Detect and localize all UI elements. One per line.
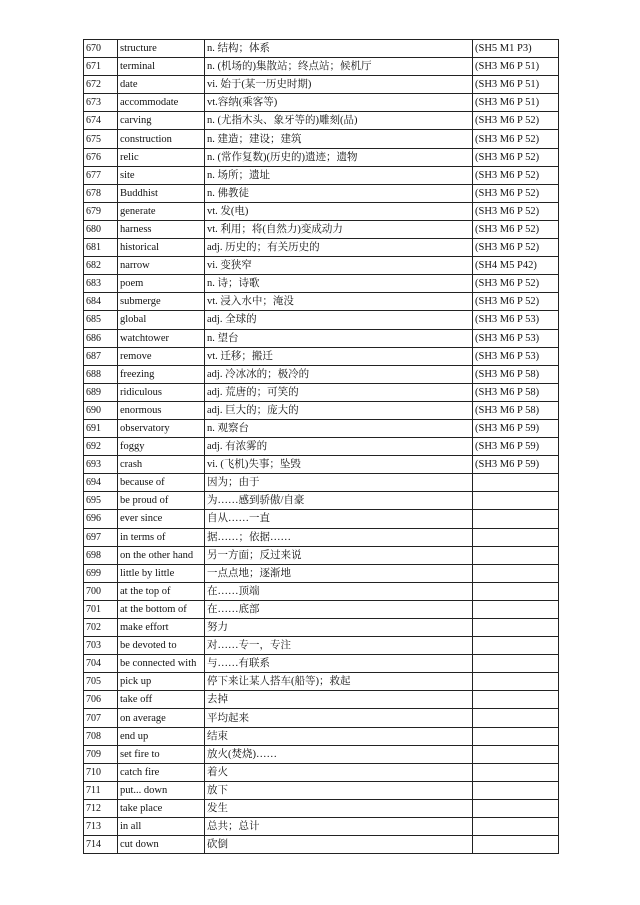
entry-number: 670 xyxy=(84,40,118,58)
entry-source xyxy=(473,763,559,781)
entry-word: end up xyxy=(118,727,205,745)
entry-meaning: adj. 荒唐的；可笑的 xyxy=(205,383,473,401)
entry-meaning: 自从……一直 xyxy=(205,510,473,528)
entry-source xyxy=(473,528,559,546)
entry-word: poem xyxy=(118,275,205,293)
entry-number: 711 xyxy=(84,781,118,799)
table-row xyxy=(84,836,559,854)
entry-meaning: adj. 冷冰冰的；极冷的 xyxy=(205,365,473,383)
entry-source xyxy=(473,818,559,836)
entry-number: 708 xyxy=(84,727,118,745)
entry-number: 696 xyxy=(84,510,118,528)
entry-word: terminal xyxy=(118,58,205,76)
entry-meaning: 另一方面；反过来说 xyxy=(205,546,473,564)
entry-number: 710 xyxy=(84,763,118,781)
entry-word: relic xyxy=(118,148,205,166)
entry-number: 694 xyxy=(84,474,118,492)
entry-source: (SH3 M6 P 52) xyxy=(473,166,559,184)
entry-number: 697 xyxy=(84,528,118,546)
entry-word: cut down xyxy=(118,836,205,854)
table-row xyxy=(84,619,559,637)
entry-number: 671 xyxy=(84,58,118,76)
table-row xyxy=(84,220,559,238)
entry-source: (SH3 M6 P 58) xyxy=(473,401,559,419)
entry-number: 709 xyxy=(84,745,118,763)
entry-source: (SH3 M6 P 52) xyxy=(473,293,559,311)
entry-number: 699 xyxy=(84,564,118,582)
entry-meaning: n. (机场的)集散站；终点站；候机厅 xyxy=(205,58,473,76)
entry-number: 704 xyxy=(84,655,118,673)
entry-word: submerge xyxy=(118,293,205,311)
entry-source: (SH3 M6 P 52) xyxy=(473,112,559,130)
entry-source xyxy=(473,492,559,510)
entry-word: site xyxy=(118,166,205,184)
entry-number: 677 xyxy=(84,166,118,184)
entry-word: global xyxy=(118,311,205,329)
entry-word: watchtower xyxy=(118,329,205,347)
entry-source xyxy=(473,799,559,817)
entry-number: 681 xyxy=(84,239,118,257)
entry-meaning: adj. 巨大的；庞大的 xyxy=(205,401,473,419)
entry-meaning: n. 结构；体系 xyxy=(205,40,473,58)
entry-word: be devoted to xyxy=(118,637,205,655)
table-row xyxy=(84,311,559,329)
entry-meaning: 放火(焚烧)…… xyxy=(205,745,473,763)
entry-number: 703 xyxy=(84,637,118,655)
table-row xyxy=(84,564,559,582)
entry-meaning: 为……感到骄傲/自豪 xyxy=(205,492,473,510)
entry-source: (SH3 M6 P 58) xyxy=(473,383,559,401)
table-row xyxy=(84,94,559,112)
entry-number: 678 xyxy=(84,184,118,202)
entry-word: observatory xyxy=(118,419,205,437)
entry-word: accommodate xyxy=(118,94,205,112)
entry-source: (SH3 M6 P 52) xyxy=(473,239,559,257)
entry-word: construction xyxy=(118,130,205,148)
entry-word: in terms of xyxy=(118,528,205,546)
entry-meaning: vt. 发(电) xyxy=(205,202,473,220)
entry-meaning: vi. 始于(某一历史时期) xyxy=(205,76,473,94)
entry-source: (SH3 M6 P 59) xyxy=(473,438,559,456)
entry-word: ever since xyxy=(118,510,205,528)
entry-source: (SH3 M6 P 53) xyxy=(473,311,559,329)
entry-word: foggy xyxy=(118,438,205,456)
entry-meaning: 在……底部 xyxy=(205,600,473,618)
table-row xyxy=(84,365,559,383)
entry-word: freezing xyxy=(118,365,205,383)
table-row xyxy=(84,492,559,510)
table-row xyxy=(84,691,559,709)
entry-meaning: vt. 利用；将(自然力)变成动力 xyxy=(205,220,473,238)
entry-meaning: n. (尤指木头、象牙等的)雕刻(品) xyxy=(205,112,473,130)
entry-word: narrow xyxy=(118,257,205,275)
table-row xyxy=(84,709,559,727)
entry-number: 691 xyxy=(84,419,118,437)
entry-word: little by little xyxy=(118,564,205,582)
entry-word: on average xyxy=(118,709,205,727)
table-row xyxy=(84,184,559,202)
entry-number: 676 xyxy=(84,148,118,166)
table-row xyxy=(84,600,559,618)
entry-source xyxy=(473,727,559,745)
entry-number: 695 xyxy=(84,492,118,510)
entry-source: (SH3 M6 P 53) xyxy=(473,329,559,347)
entry-word: enormous xyxy=(118,401,205,419)
entry-source: (SH3 M6 P 52) xyxy=(473,130,559,148)
entry-source xyxy=(473,564,559,582)
entry-word: at the top of xyxy=(118,582,205,600)
table-row xyxy=(84,727,559,745)
entry-number: 707 xyxy=(84,709,118,727)
entry-number: 692 xyxy=(84,438,118,456)
entry-number: 701 xyxy=(84,600,118,618)
entry-meaning: 据……；依据…… xyxy=(205,528,473,546)
table-row xyxy=(84,329,559,347)
entry-number: 679 xyxy=(84,202,118,220)
entry-word: generate xyxy=(118,202,205,220)
entry-source xyxy=(473,600,559,618)
entry-meaning: adj. 全球的 xyxy=(205,311,473,329)
entry-word: be proud of xyxy=(118,492,205,510)
entry-meaning: 总共；总计 xyxy=(205,818,473,836)
table-row xyxy=(84,202,559,220)
entry-source: (SH3 M6 P 59) xyxy=(473,456,559,474)
entry-word: historical xyxy=(118,239,205,257)
vocabulary-table xyxy=(83,39,559,854)
entry-number: 700 xyxy=(84,582,118,600)
entry-number: 685 xyxy=(84,311,118,329)
table-row xyxy=(84,546,559,564)
table-row xyxy=(84,401,559,419)
entry-meaning: vi. (飞机)失事；坠毁 xyxy=(205,456,473,474)
entry-number: 690 xyxy=(84,401,118,419)
entry-number: 702 xyxy=(84,619,118,637)
entry-meaning: 放下 xyxy=(205,781,473,799)
entry-meaning: 努力 xyxy=(205,619,473,637)
table-row xyxy=(84,655,559,673)
entry-source xyxy=(473,745,559,763)
table-row xyxy=(84,799,559,817)
table-row xyxy=(84,275,559,293)
entry-source xyxy=(473,474,559,492)
entry-source xyxy=(473,619,559,637)
table-row xyxy=(84,239,559,257)
entry-meaning: n. 观察台 xyxy=(205,419,473,437)
entry-meaning: 着火 xyxy=(205,763,473,781)
entry-meaning: 停下来让某人搭车(船等)；救起 xyxy=(205,673,473,691)
entry-source: (SH3 M6 P 51) xyxy=(473,76,559,94)
entry-word: remove xyxy=(118,347,205,365)
entry-meaning: 去掉 xyxy=(205,691,473,709)
entry-source: (SH3 M6 P 52) xyxy=(473,220,559,238)
table-row xyxy=(84,818,559,836)
table-row xyxy=(84,76,559,94)
entry-word: put... down xyxy=(118,781,205,799)
table-row xyxy=(84,383,559,401)
entry-word: take place xyxy=(118,799,205,817)
entry-number: 705 xyxy=(84,673,118,691)
entry-number: 687 xyxy=(84,347,118,365)
table-row xyxy=(84,673,559,691)
entry-meaning: 因为；由于 xyxy=(205,474,473,492)
entry-number: 714 xyxy=(84,836,118,854)
entry-word: at the bottom of xyxy=(118,600,205,618)
entry-source: (SH3 M6 P 58) xyxy=(473,365,559,383)
entry-source: (SH3 M6 P 51) xyxy=(473,94,559,112)
entry-number: 689 xyxy=(84,383,118,401)
entry-number: 674 xyxy=(84,112,118,130)
table-row xyxy=(84,257,559,275)
entry-word: take off xyxy=(118,691,205,709)
entry-number: 683 xyxy=(84,275,118,293)
entry-number: 693 xyxy=(84,456,118,474)
table-row xyxy=(84,474,559,492)
table-row xyxy=(84,419,559,437)
table-row xyxy=(84,510,559,528)
entry-number: 672 xyxy=(84,76,118,94)
vocabulary-table-body xyxy=(84,40,559,854)
entry-number: 682 xyxy=(84,257,118,275)
entry-meaning: n. 诗；诗歌 xyxy=(205,275,473,293)
entry-word: harness xyxy=(118,220,205,238)
entry-meaning: n. 望台 xyxy=(205,329,473,347)
entry-source: (SH5 M1 P3) xyxy=(473,40,559,58)
table-row xyxy=(84,293,559,311)
entry-number: 713 xyxy=(84,818,118,836)
entry-source: (SH3 M6 P 53) xyxy=(473,347,559,365)
entry-source: (SH3 M6 P 59) xyxy=(473,419,559,437)
entry-source: (SH3 M6 P 51) xyxy=(473,58,559,76)
entry-number: 680 xyxy=(84,220,118,238)
entry-source: (SH4 M5 P42) xyxy=(473,257,559,275)
entry-source: (SH3 M6 P 52) xyxy=(473,202,559,220)
entry-source xyxy=(473,836,559,854)
entry-source: (SH3 M6 P 52) xyxy=(473,184,559,202)
entry-meaning: 平均起来 xyxy=(205,709,473,727)
entry-number: 698 xyxy=(84,546,118,564)
entry-source xyxy=(473,673,559,691)
entry-meaning: 结束 xyxy=(205,727,473,745)
entry-meaning: 在……顶端 xyxy=(205,582,473,600)
entry-number: 706 xyxy=(84,691,118,709)
table-row xyxy=(84,40,559,58)
entry-source xyxy=(473,655,559,673)
table-row xyxy=(84,112,559,130)
entry-word: carving xyxy=(118,112,205,130)
table-row xyxy=(84,166,559,184)
entry-meaning: 砍倒 xyxy=(205,836,473,854)
entry-word: in all xyxy=(118,818,205,836)
entry-word: catch fire xyxy=(118,763,205,781)
table-row xyxy=(84,745,559,763)
entry-number: 684 xyxy=(84,293,118,311)
entry-word: be connected with xyxy=(118,655,205,673)
entry-meaning: n. (常作复数)(历史的)遗迹；遗物 xyxy=(205,148,473,166)
entry-source xyxy=(473,709,559,727)
entry-meaning: 与……有联系 xyxy=(205,655,473,673)
entry-word: crash xyxy=(118,456,205,474)
table-row xyxy=(84,781,559,799)
table-row xyxy=(84,130,559,148)
entry-source xyxy=(473,510,559,528)
entry-word: pick up xyxy=(118,673,205,691)
entry-meaning: 发生 xyxy=(205,799,473,817)
entry-source: (SH3 M6 P 52) xyxy=(473,275,559,293)
entry-meaning: adj. 历史的；有关历史的 xyxy=(205,239,473,257)
table-row xyxy=(84,763,559,781)
entry-word: because of xyxy=(118,474,205,492)
entry-word: structure xyxy=(118,40,205,58)
entry-word: make effort xyxy=(118,619,205,637)
table-row xyxy=(84,528,559,546)
entry-word: Buddhist xyxy=(118,184,205,202)
entry-source xyxy=(473,781,559,799)
table-row xyxy=(84,456,559,474)
entry-source xyxy=(473,637,559,655)
table-row xyxy=(84,58,559,76)
entry-meaning: vi. 变狭窄 xyxy=(205,257,473,275)
entry-number: 673 xyxy=(84,94,118,112)
entry-meaning: vt. 浸入水中；淹没 xyxy=(205,293,473,311)
entry-meaning: n. 建造；建设；建筑 xyxy=(205,130,473,148)
entry-source xyxy=(473,582,559,600)
entry-number: 686 xyxy=(84,329,118,347)
entry-meaning: vt.容纳(乘客等) xyxy=(205,94,473,112)
entry-meaning: vt. 迁移；搬迁 xyxy=(205,347,473,365)
table-row xyxy=(84,148,559,166)
entry-number: 688 xyxy=(84,365,118,383)
entry-meaning: n. 佛教徒 xyxy=(205,184,473,202)
entry-meaning: 对……专一，专注 xyxy=(205,637,473,655)
table-row xyxy=(84,637,559,655)
entry-word: ridiculous xyxy=(118,383,205,401)
table-row xyxy=(84,438,559,456)
table-row xyxy=(84,582,559,600)
entry-number: 712 xyxy=(84,799,118,817)
entry-number: 675 xyxy=(84,130,118,148)
entry-source: (SH3 M6 P 52) xyxy=(473,148,559,166)
entry-meaning: adj. 有浓雾的 xyxy=(205,438,473,456)
entry-word: date xyxy=(118,76,205,94)
entry-meaning: 一点点地；逐渐地 xyxy=(205,564,473,582)
entry-word: on the other hand xyxy=(118,546,205,564)
entry-source xyxy=(473,546,559,564)
entry-meaning: n. 场所；遗址 xyxy=(205,166,473,184)
entry-source xyxy=(473,691,559,709)
table-row xyxy=(84,347,559,365)
entry-word: set fire to xyxy=(118,745,205,763)
